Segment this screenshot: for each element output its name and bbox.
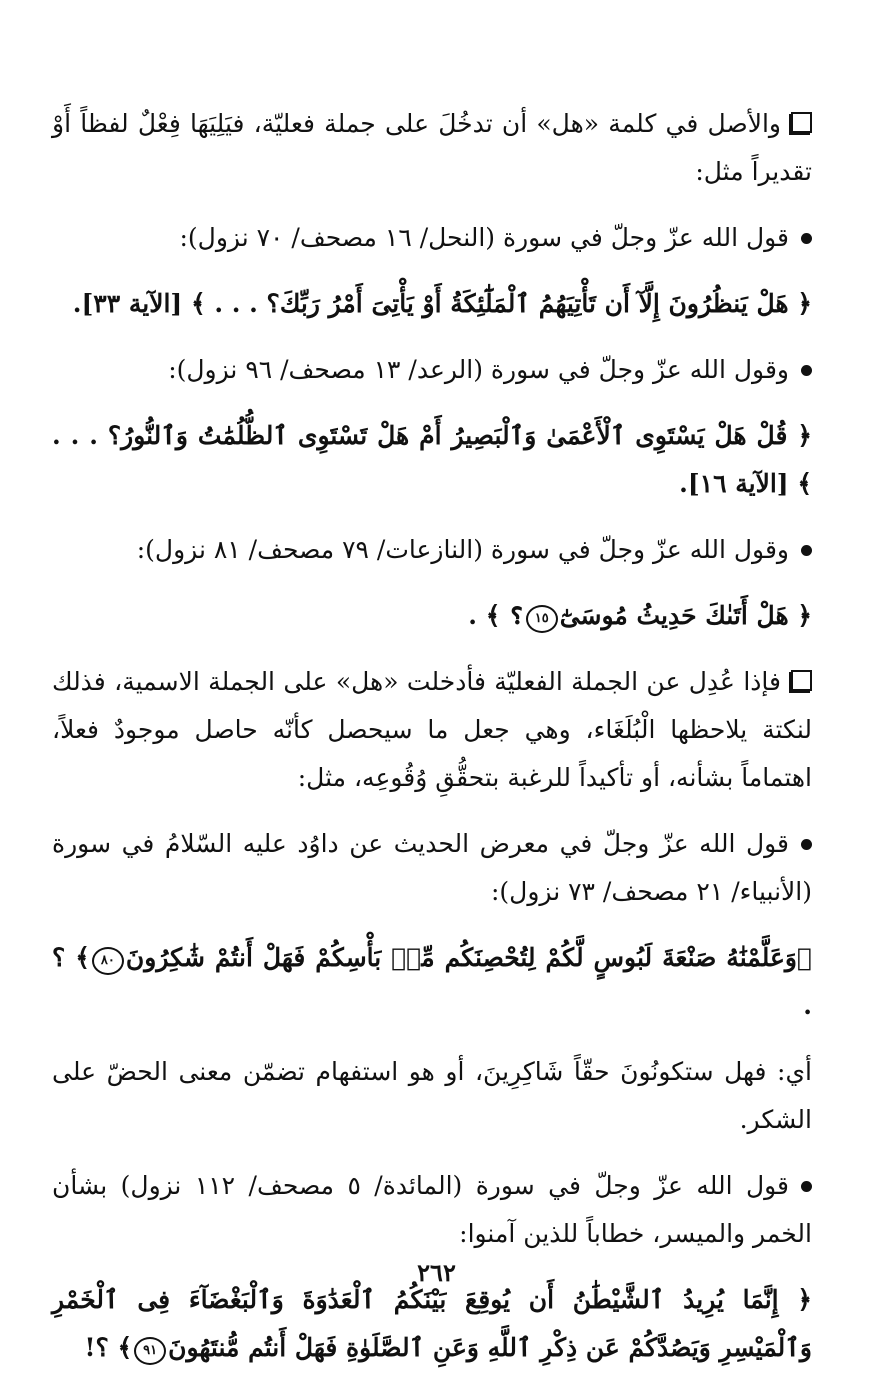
- quran-verse-nahl: [52, 280, 812, 328]
- quran-verse-naziat: [52, 592, 812, 640]
- bullet-icon: [801, 365, 812, 376]
- verse-close-bracket: ؟ . . . ﴾: [190, 289, 280, 318]
- page-number: ٢٦٢: [417, 1258, 456, 1287]
- ayah-number-marker: ٩١: [134, 1337, 166, 1365]
- bullet-icon: [801, 839, 812, 850]
- ayah-number-marker: ٨٠: [92, 947, 124, 975]
- verse-open-bracket: ﴿: [796, 943, 812, 972]
- verse-reference: [الآية ١٦].: [679, 469, 798, 498]
- verse-tail: .: [468, 601, 486, 630]
- bullet-icon: [801, 233, 812, 244]
- ayah-number-marker: ١٥: [526, 605, 558, 633]
- bullet-item-maida: [52, 1162, 812, 1258]
- paragraph-explanation: [52, 1048, 812, 1144]
- verse-close-bracket: ؟ ﴾: [485, 601, 524, 630]
- verse-close-bracket: ﴾: [75, 943, 90, 972]
- bullet-item-rad: [52, 346, 812, 394]
- paragraph-text: أي: فهل ستكونُونَ حقّاً شَاكِرِينَ، أو هو استفهام تضمّن معنى الحضّ على الشكر.: [52, 1057, 812, 1134]
- verse-reference: [الآية ٣٣].: [72, 289, 191, 318]
- verse-text: وَعَلَّمْنَٰهُ صَنْعَةَ لَبُوسٍ لَّكُمْ لِتُحْصِنَكُم مِّنۢ بَأْسِكُمْ فَهَلْ أَنتُمْ شَٰكِرُونَ: [125, 943, 797, 972]
- page-body: [52, 100, 812, 1390]
- verse-tail: ؟ .: [52, 943, 812, 1020]
- bullet-text: وقول الله عزّ وجلّ في سورة (النازعات/ ٧٩ مصحف/ ٨١ نزول):: [136, 535, 789, 564]
- verse-close-bracket: ؟ . . . ﴾: [52, 421, 812, 498]
- verse-tail: ؟!: [84, 1333, 118, 1362]
- paragraph-text: والأصل في كلمة «هل» أن تدخُلَ على جملة فعليّة، فيَلِيَهَا فِعْلٌ لفظاً أَوْ تقديراً مثل:: [52, 109, 812, 186]
- bullet-text: وقول الله عزّ وجلّ في سورة (الرعد/ ١٣ مصحف/ ٩٦ نزول):: [168, 355, 789, 384]
- verse-open-bracket: ﴿: [797, 421, 812, 450]
- bullet-item-naziat: [52, 526, 812, 574]
- verse-close-bracket: ﴾: [117, 1333, 133, 1362]
- paragraph-nominal: [52, 658, 812, 802]
- quran-verse-maida: [52, 1276, 812, 1372]
- verse-text: هَلْ يَنظُرُونَ إِلَّآ أَن تَأْتِيَهُمُ ٱلْمَلَٰٓئِكَةُ أَوْ يَأْتِىَ أَمْرُ رَبِّكَ: [279, 289, 789, 318]
- bullet-icon: [801, 545, 812, 556]
- paragraph-text: فإذا عُدِل عن الجملة الفعليّة فأدخلت «هل» على الجملة الاسمية، فذلك لنكتة يلاحظها الْبُلَغَاء، وهي جعل ما سيحصل كأنّه حاصل موجودٌ فعلاً، اهتماماً بشأنه، أو تأكيداً للرغبة بتحقُّقِ وُقُوعِه، مثل:: [52, 667, 812, 792]
- verse-text: هَلْ أَتَىٰكَ حَدِيثُ مُوسَىٰٓ: [559, 601, 789, 630]
- bullet-icon: [801, 1181, 812, 1192]
- verse-text: إِنَّمَا يُرِيدُ ٱلشَّيْطَٰنُ أَن يُوقِعَ بَيْنَكُمُ ٱلْعَدَٰوَةَ وَٱلْبَغْضَآءَ فِى ٱلْخَمْرِ وَٱلْمَيْسِرِ وَيَصُدَّكُمْ عَن ذِكْرِ ٱللَّهِ وَعَنِ ٱلصَّلَوٰةِ فَهَلْ أَنتُم مُّنتَهُونَ: [52, 1285, 812, 1362]
- verse-text: قُلْ هَلْ يَسْتَوِى ٱلْأَعْمَىٰ وَٱلْبَصِيرُ أَمْ هَلْ تَسْتَوِى ٱلظُّلُمَٰتُ وَٱلنُّورُ: [121, 421, 788, 450]
- quran-verse-rad: [52, 412, 812, 508]
- bullet-text: قول الله عزّ وجلّ في سورة (النحل/ ١٦ مصحف/ ٧٠ نزول):: [179, 223, 789, 252]
- quran-verse-anbiya: [52, 934, 812, 1030]
- bullet-text: قول الله عزّ وجلّ في سورة (المائدة/ ٥ مصحف/ ١١٢ نزول) بشأن الخمر والميسر، خطاباً للذين آمنوا:: [52, 1171, 812, 1248]
- verse-open-bracket: ﴿: [797, 601, 812, 630]
- verse-open-bracket: ﴿: [797, 289, 812, 318]
- checkbox-square-icon: [791, 670, 812, 691]
- bullet-item-nahl: [52, 214, 812, 262]
- bullet-item-anbiya: [52, 820, 812, 916]
- bullet-text: قول الله عزّ وجلّ في معرض الحديث عن داوُد عليه السّلامُ في سورة (الأنبياء/ ٢١ مصحف/ ٧٣ نزول):: [52, 829, 812, 906]
- verse-open-bracket: ﴿: [797, 1285, 812, 1314]
- checkbox-square-icon: [791, 112, 812, 133]
- paragraph-intro: [52, 100, 812, 196]
